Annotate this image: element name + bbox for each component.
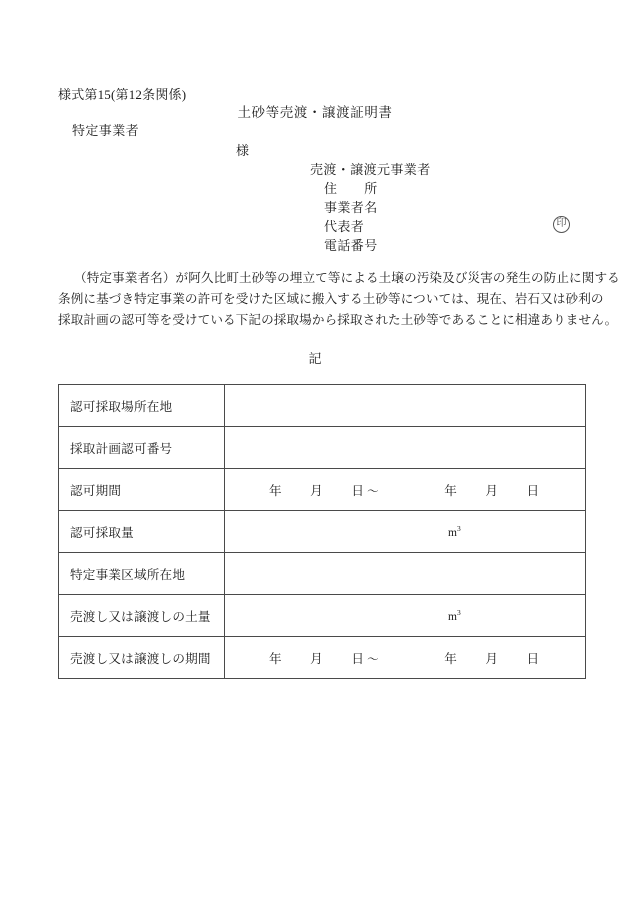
unit-base: m xyxy=(448,610,457,623)
end-day-label: 日 xyxy=(526,652,540,666)
issuer-heading: 売渡・譲渡元事業者 xyxy=(310,162,431,177)
start-month-label: 月 xyxy=(310,652,323,666)
row-label: 認可期間 xyxy=(59,469,225,511)
start-year-label: 年 xyxy=(269,652,282,666)
row-label: 売渡し又は譲渡しの土量 xyxy=(59,595,225,637)
body-line-1: （特定事業者名）が阿久比町土砂等の埋立て等による土壌の汚染及び災害の発生の防止に関する xyxy=(74,271,620,285)
row-value[interactable] xyxy=(225,553,586,595)
row-label: 認可採取量 xyxy=(59,511,225,553)
table-row xyxy=(59,427,586,469)
cubic-meter-unit xyxy=(225,608,585,623)
row-value-date-range[interactable] xyxy=(225,637,586,679)
table-row xyxy=(59,511,586,553)
start-year-label: 年 xyxy=(269,484,282,498)
table-row xyxy=(59,469,586,511)
range-tilde: 〜 xyxy=(367,484,379,498)
row-value-date-range[interactable] xyxy=(225,469,586,511)
recipient-honorific: 様 xyxy=(236,143,250,158)
seal-stamp-icon: 印 xyxy=(553,216,570,233)
range-tilde: 〜 xyxy=(367,652,379,666)
issuer-business-name-label: 事業者名 xyxy=(324,200,378,215)
end-month-label: 月 xyxy=(485,484,498,498)
recipient-label: 特定事業者 xyxy=(72,123,140,138)
unit-exponent: 3 xyxy=(456,608,461,618)
issuer-block xyxy=(310,160,431,255)
table-row xyxy=(59,595,586,637)
body-line-3: 採取計画の認可等を受けている下記の採取場から採取された土砂等であることに相違ありません。 xyxy=(58,313,618,327)
body-line-2: 条例に基づき特定事業の許可を受けた区域に搬入する土砂等については、現在、岩石又は砂利の xyxy=(58,292,604,306)
certificate-table xyxy=(58,384,586,679)
end-year-label: 年 xyxy=(444,484,457,498)
end-day-label: 日 xyxy=(526,484,540,498)
start-day-label: 日 xyxy=(351,652,364,666)
row-label: 採取計画認可番号 xyxy=(59,427,225,469)
row-label: 認可採取場所在地 xyxy=(59,385,225,427)
end-month-label: 月 xyxy=(485,652,498,666)
date-range xyxy=(225,648,585,667)
unit-exponent: 3 xyxy=(456,524,461,534)
start-day-label: 日 xyxy=(351,484,364,498)
end-year-label: 年 xyxy=(444,652,457,666)
issuer-representative-label: 代表者 xyxy=(324,219,365,234)
row-value-volume[interactable] xyxy=(225,511,586,553)
document-title: 土砂等売渡・譲渡証明書 xyxy=(237,105,393,120)
row-value[interactable] xyxy=(225,427,586,469)
table-row xyxy=(59,385,586,427)
row-label: 売渡し又は譲渡しの期間 xyxy=(59,637,225,679)
ki-marker: 記 xyxy=(308,351,322,366)
row-value-volume[interactable] xyxy=(225,595,586,637)
date-range xyxy=(225,480,585,499)
row-label: 特定事業区域所在地 xyxy=(59,553,225,595)
body-paragraph xyxy=(58,268,620,331)
issuer-address-label: 住 所 xyxy=(324,181,378,196)
certificate-table-body xyxy=(59,385,586,679)
table-row xyxy=(59,637,586,679)
unit-base: m xyxy=(448,526,457,539)
form-number: 様式第15(第12条関係) xyxy=(58,87,187,102)
table-row xyxy=(59,553,586,595)
start-month-label: 月 xyxy=(310,484,323,498)
issuer-phone-label: 電話番号 xyxy=(324,238,378,253)
row-value[interactable] xyxy=(225,385,586,427)
cubic-meter-unit xyxy=(225,524,585,539)
